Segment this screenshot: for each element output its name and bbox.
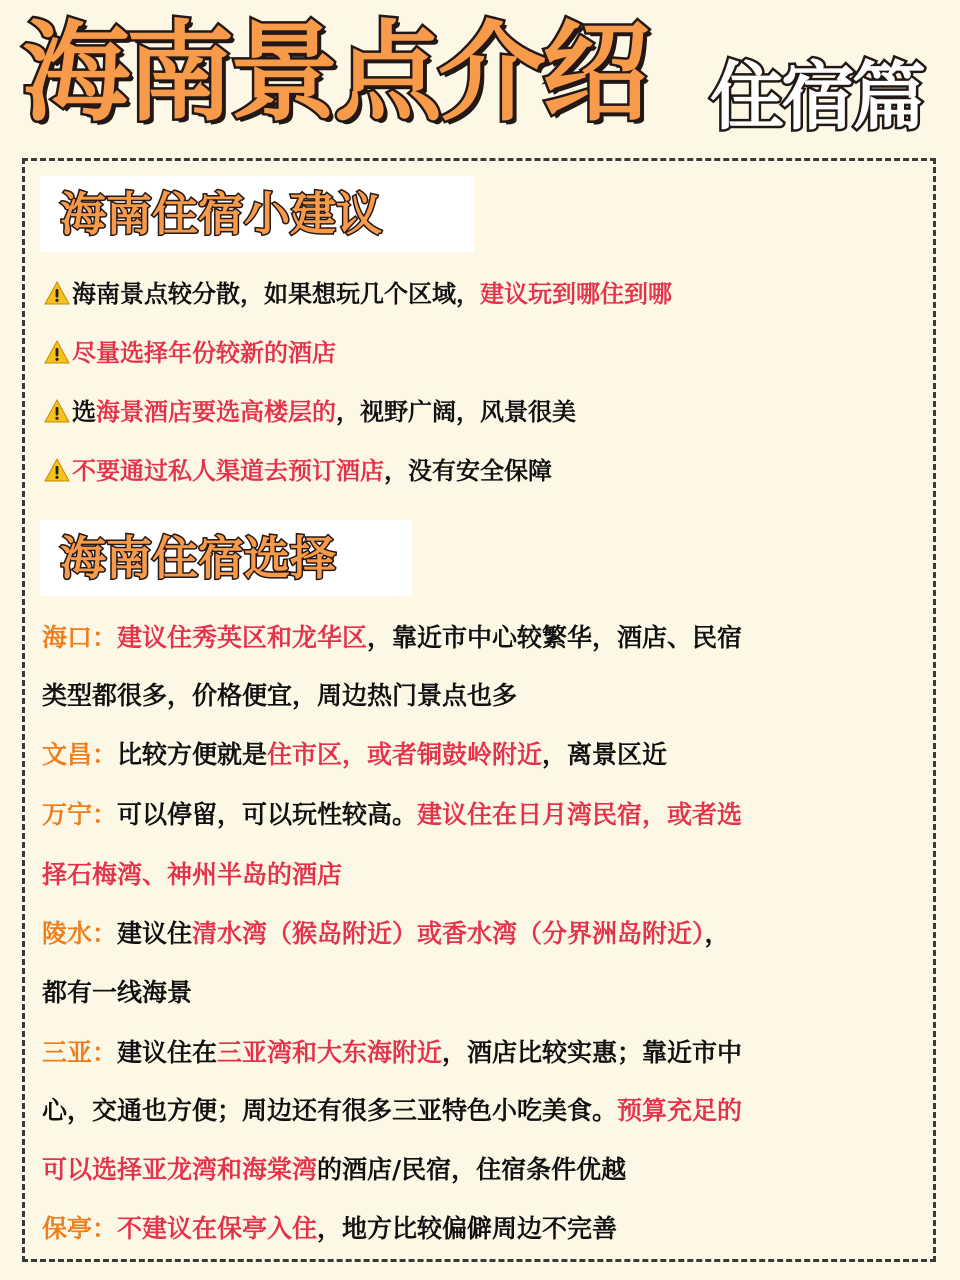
city-line-haikou-cont [42, 676, 517, 716]
city-line-baoting [42, 1209, 617, 1249]
tip-text: 选 [72, 398, 96, 426]
line-text: ，酒店比较实惠；靠近市中 [442, 1038, 743, 1067]
tip-text: 海南景点较分散，如果想玩几个区域， [72, 280, 480, 308]
city-line-lingshui-cont [42, 973, 192, 1013]
tip-text: ，没有安全保障 [384, 457, 552, 485]
city-label: 海口： [42, 623, 118, 652]
warning-icon [44, 339, 70, 365]
line-text: 的酒店/民宿，住宿条件优越 [317, 1155, 627, 1184]
warning-icon [44, 398, 70, 424]
city-line-sanya [42, 1033, 742, 1073]
line-text: ，地方比较偏僻周边不完善 [317, 1214, 618, 1243]
tip-item [44, 335, 336, 371]
line-highlight: 择石梅湾、神州半岛的酒店 [42, 860, 343, 889]
page-subtitle: 住宿篇 [710, 54, 923, 140]
line-highlight: 不建议在保亭入住 [117, 1214, 318, 1243]
line-highlight: 建议住在日月湾民宿，或者选 [417, 800, 743, 829]
line-text: 可以停留，可以玩性较高。 [117, 800, 418, 829]
city-line-sanya-cont [42, 1091, 742, 1131]
line-text: 都有一线海景 [42, 978, 193, 1007]
city-label: 陵水： [42, 919, 118, 948]
warning-icon [44, 457, 70, 483]
line-text: ， [704, 919, 730, 948]
line-text: 类型都很多，价格便宜，周边热门景点也多 [42, 681, 518, 710]
line-highlight: 住市区，或者铜鼓岭附近 [267, 740, 543, 769]
tip-item [44, 394, 576, 430]
tip-text: ，视野广阔，风景很美 [336, 398, 576, 426]
line-highlight: 可以选择亚龙湾和海棠湾 [42, 1155, 318, 1184]
line-text: 建议住在 [117, 1038, 218, 1067]
city-line-wanning-cont [42, 855, 342, 895]
line-text: 比较方便就是 [117, 740, 268, 769]
warning-icon [44, 280, 70, 306]
tip-highlight: 建议玩到哪住到哪 [480, 280, 672, 308]
tip-highlight: 不要通过私人渠道去预订酒店 [72, 457, 384, 485]
city-line-sanya-cont [42, 1150, 626, 1190]
city-label: 文昌： [42, 740, 118, 769]
city-label: 保亭： [42, 1214, 118, 1243]
line-highlight: 三亚湾和大东海附近 [217, 1038, 443, 1067]
city-label: 三亚： [42, 1038, 118, 1067]
line-text: 建议住 [117, 919, 193, 948]
city-line-wenchang [42, 735, 667, 775]
tip-item [44, 453, 552, 489]
city-line-wanning [42, 795, 742, 835]
tip-highlight: 尽量选择年份较新的酒店 [72, 339, 336, 367]
line-highlight: 预算充足的 [617, 1096, 743, 1125]
tip-item [44, 276, 672, 312]
page-title: 海南景点介绍 [22, 11, 647, 136]
city-line-haikou [42, 618, 742, 658]
tip-highlight: 海景酒店要选高楼层的 [96, 398, 336, 426]
line-text: 心，交通也方便；周边还有很多三亚特色小吃美食。 [42, 1096, 618, 1125]
line-text: ，靠近市中心较繁华，酒店、民宿 [367, 623, 743, 652]
city-label: 万宁： [42, 800, 118, 829]
city-line-lingshui [42, 914, 730, 954]
line-text: ，离景区近 [542, 740, 668, 769]
line-highlight: 清水湾（猴岛附近）或香水湾（分界洲岛附近） [192, 919, 705, 948]
choice-heading: 海南住宿选择 [40, 520, 412, 596]
tips-heading: 海南住宿小建议 [40, 176, 474, 252]
line-highlight: 建议住秀英区和龙华区 [117, 623, 368, 652]
